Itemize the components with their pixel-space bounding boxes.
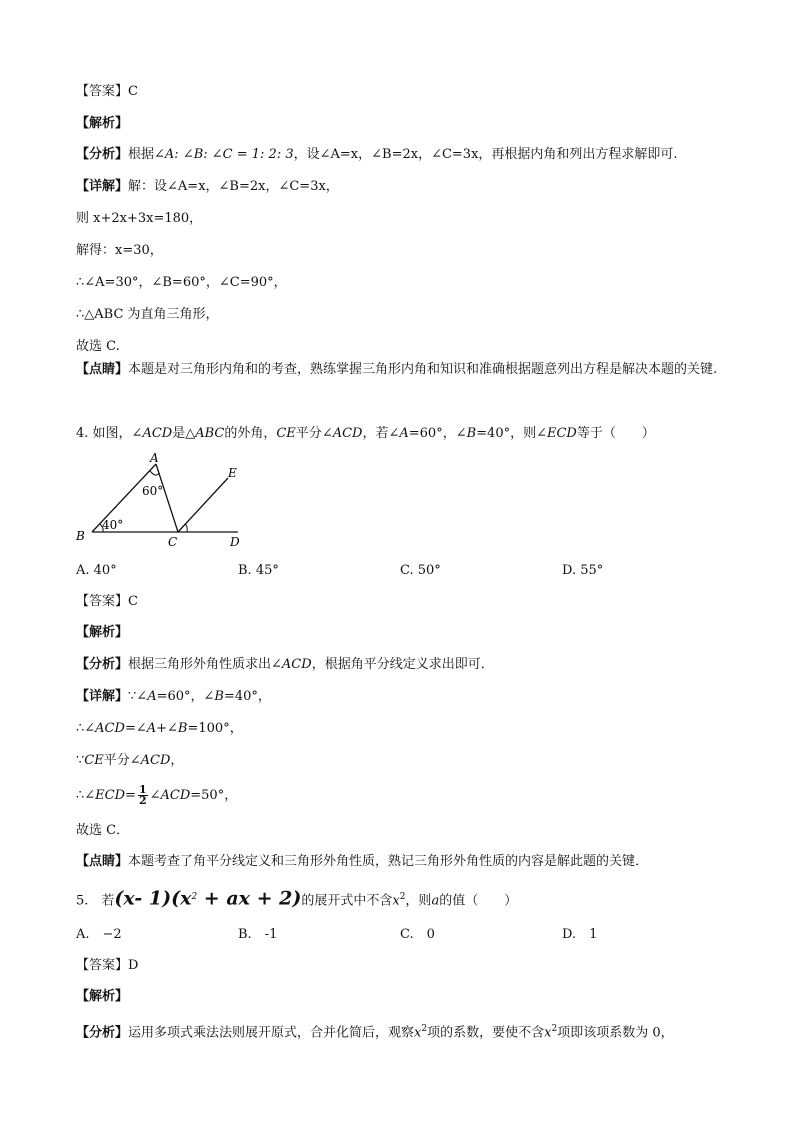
q5-fenxi-tag: 【分析】 [76,1025,129,1041]
segment-ac [156,464,178,532]
fraction-numerator: 1 [138,783,147,796]
q4-xj2-post: =100°， [187,721,243,736]
label-e: E [228,466,237,480]
q5-analysis-heading: 【解析】 [76,989,129,1004]
q4-stem-7: 等于（ ） [576,426,655,441]
q4-xiangjie-tag: 【详解】 [76,689,129,704]
q4-analysis-heading: 【解析】 [76,625,129,640]
q4-xj2-acd: ∠ACD [84,721,125,736]
angle-arc-a [150,471,159,475]
q5-fenxi-line [76,1020,674,1042]
q5-number: 5. 若 [76,893,115,909]
q5-expr-right-post: + ax + 2) [197,887,302,910]
q4-xj1-pre: ∵ [128,689,137,704]
q4-stem-6: =40°，则 [476,426,537,441]
q5-option-d[interactable]: D. 1 [562,927,598,942]
q5-fenxi-e2: 2 [551,1024,558,1034]
angle-label-a: 60° [142,484,164,498]
q4-xj4-post: =50°， [190,788,238,803]
angle-label-b: 40° [102,518,124,532]
q4-stem-acd2: ∠ACD [321,426,363,441]
q4-stem-2: 的外角， [224,426,277,441]
q4-xiangjie-line-2 [76,720,243,738]
q4-fenxi-line [76,656,494,674]
q3-detail-line [76,178,339,196]
q5-option-c[interactable]: C. 0 [400,927,435,942]
q3-step-1: 则 x+2x+3x=180， [76,211,203,226]
q4-xj2-mid: = [124,721,136,736]
q4-stem-acd: ∠ACD [131,426,173,441]
q4-stem-abc: ABC [195,426,225,441]
q4-option-c[interactable]: C. 50° [400,563,441,578]
q4-choose: 故选 C． [76,823,130,838]
q4-fenxi-pre: 根据三角形外角性质求出 [128,657,272,672]
q5-stem-1: 的展开式中不含 [301,893,393,909]
q4-option-b[interactable]: B. 45° [238,563,279,578]
q3-xiangjie-text: 解：设∠A=x，∠B=2x，∠C=3x， [128,179,339,194]
q4-xj3-post: ， [170,753,184,768]
q4-xiangjie-line-3 [76,752,183,770]
q3-answer: 【答案】C [76,84,138,99]
q4-stem-5: =60°， [408,426,456,441]
q4-xj2-b: ∠B [167,721,188,736]
q4-xj1-post: =40°， [223,689,271,704]
label-c: C [168,535,178,549]
q4-xj1-mid: =60°， [156,689,204,704]
q3-step-3: ∴∠A=30°，∠B=60°，∠C=90°， [76,275,287,290]
q4-xiangjie-line-1 [76,688,271,706]
q4-xj2-a: ∠A [135,721,157,736]
q4-stem-b: ∠B [455,426,477,441]
q5-answer: 【答案】D [76,958,139,973]
q4-xj3-mid: 平分 [103,753,130,768]
q3-dianjing-tag: 【点睛】 [76,362,129,377]
label-a: A [150,451,159,465]
q3-fenxi-post: ，设∠A=x，∠B=2x，∠C=3x，再根据内角和列出方程求解即可. [293,147,678,162]
q4-xj3-pre: ∵ [76,753,85,768]
q4-fenxi-acd: ∠ACD [271,657,312,672]
q4-xj2-plus: + [156,721,168,736]
q3-fenxi-pre: 根据 [128,147,155,162]
q3-analysis-line [76,146,678,164]
q4-dianjing-tag: 【点睛】 [76,854,129,869]
q4-xj1-b: ∠B [203,689,224,704]
q3-step-2: 解得：x=30， [76,243,163,258]
fraction-one-half [138,785,148,806]
q3-step-4: ∴△ABC 为直角三角形， [76,307,219,322]
q4-stem-ce: CE [276,426,296,441]
q4-option-d[interactable]: D. 55° [562,563,604,578]
q3-step-5: 故选 C. [76,339,120,354]
q4-stem-1: 是△ [172,426,196,441]
q5-stem-2: ，则 [405,893,432,909]
q4-answer: 【答案】C [76,594,138,609]
q4-option-a[interactable]: A. 40° [76,563,117,578]
label-d: D [230,535,240,549]
q4-stem [76,425,655,443]
q4-stem-ecd: ∠ECD [536,426,577,441]
q4-fenxi-tag: 【分析】 [76,657,129,672]
q4-stem-3: 平分 [295,426,322,441]
q4-xj3-ce: CE [84,753,104,768]
q5-stem-exp: 2 [399,892,406,902]
q4-xj3-acd: ∠ACD [129,753,171,768]
q4-stem-4: ，若 [362,426,389,441]
q5-fenxi-x2: x [544,1025,552,1041]
q5-fenxi-2: 项的系数，要使不含 [427,1025,545,1041]
q5-fenxi-1: 运用多项式乘法法则展开原式，合并化简后，观察 [128,1025,415,1041]
q4-number: 4. 如图， [76,426,132,441]
q4-dianjing [76,853,648,871]
q5-fenxi-3: 项即该项系数为 0， [557,1025,674,1041]
q4-triangle-figure [70,448,250,554]
q3-dianjing-text: 本题是对三角形内角和的考查，熟练掌握三角形内角和知识和准确根据题意列出方程是解决本题的关键. [128,362,718,377]
q5-option-b[interactable]: B. -1 [238,927,278,942]
q5-expr-right-pre: (x [171,887,192,910]
q4-xj4-pre: ∴ [76,788,85,803]
q5-expr-left: (x- 1) [114,887,172,910]
q3-angle-ratio: ∠A: ∠B: ∠C = 1: 2: 3 [154,147,294,162]
q4-xj4-acd: ∠ACD [149,788,191,803]
q4-xiangjie-line-4 [76,784,237,808]
fraction-denominator: 2 [138,794,147,807]
angle-arc-c [185,524,187,532]
q5-stem [76,885,517,913]
label-b: B [76,529,85,543]
q5-stem-a: a [431,893,440,909]
q4-xj1-a: ∠A [136,689,157,704]
q4-xj4-eq: = [125,788,136,803]
q4-dianjing-text: 本题考查了角平分线定义和三角形外角性质，熟记三角形外角性质的内容是解此题的关键． [128,854,649,869]
q5-stem-x: x [392,893,400,909]
q5-option-a[interactable]: A. −2 [76,927,122,942]
q5-fenxi-x1: x [414,1025,422,1041]
q3-dianjing [76,354,736,386]
q4-fenxi-post: ，根据角平分线定义求出即可． [311,657,494,672]
q4-xj4-ecd: ∠ECD [84,788,126,803]
q5-expr-exp: 2 [191,892,198,902]
q3-analysis-heading: 【解析】 [76,116,129,131]
q4-xj2-pre: ∴ [76,721,85,736]
q3-xiangjie-tag: 【详解】 [76,179,129,194]
q5-fenxi-e1: 2 [421,1024,428,1034]
q4-stem-a: ∠A [388,426,409,441]
q3-fenxi-tag: 【分析】 [76,147,129,162]
q5-stem-3: 的值（ ） [439,893,518,909]
